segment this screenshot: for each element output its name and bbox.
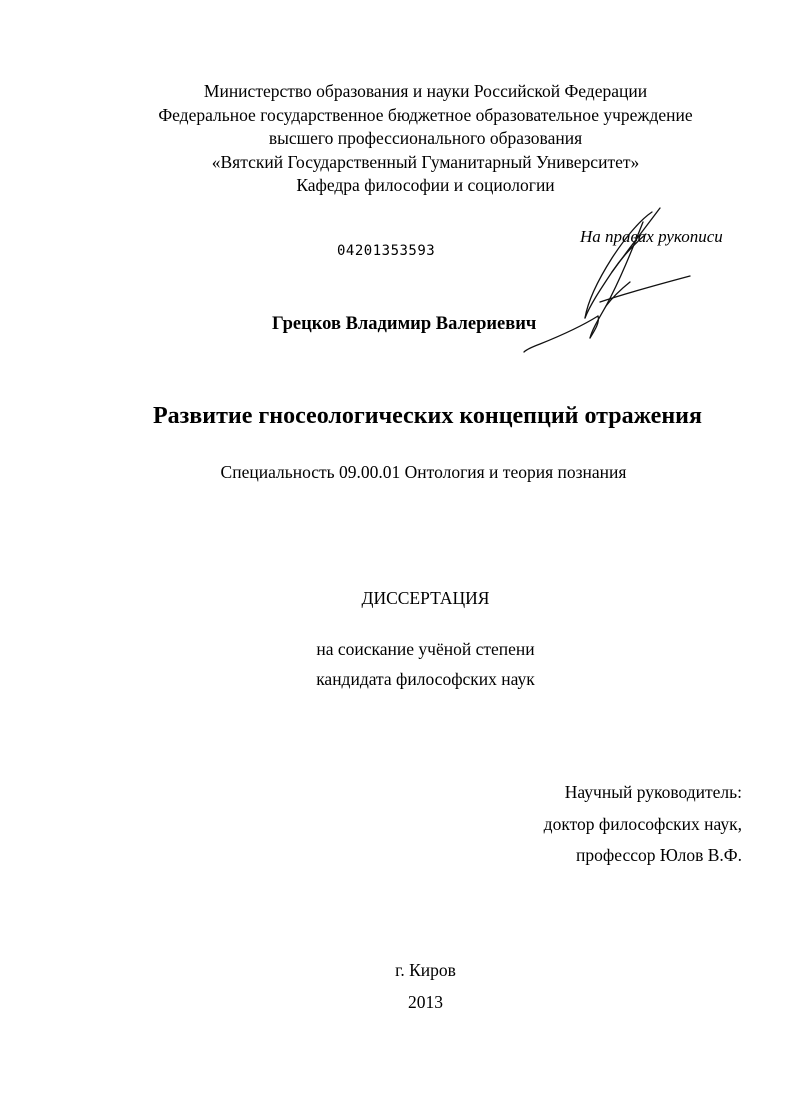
dissertation-title: Развитие гносеологических концепций отражения — [153, 403, 702, 429]
institution-header — [0, 80, 795, 198]
degree-block — [0, 634, 795, 694]
degree-line-2: кандидата философских наук — [316, 669, 535, 689]
document-type: ДИССЕРТАЦИЯ — [361, 588, 490, 608]
supervisor-label: Научный руководитель: — [564, 782, 742, 802]
place-and-year — [0, 954, 795, 1018]
department-name: Кафедра философии и социологии — [296, 175, 555, 195]
rights-note: На правах рукописи — [580, 227, 723, 246]
education-level-line: высшего профессионального образования — [268, 128, 583, 148]
supervisor-block — [544, 777, 742, 872]
author-name: Грецков Владимир Валериевич — [272, 314, 537, 334]
university-name: «Вятский Государственный Гуманитарный Университет» — [211, 151, 640, 172]
supervisor-name: профессор Юлов В.Ф. — [576, 845, 742, 865]
city: г. Киров — [395, 960, 456, 980]
institution-type-line: Федеральное государственное бюджетное образовательное учреждение — [158, 104, 693, 125]
registration-number: 04201353593 — [337, 243, 436, 259]
year: 2013 — [408, 992, 443, 1012]
supervisor-rank: доктор философских наук, — [543, 813, 742, 834]
ministry-line: Министерство образования и науки Российской Федерации — [203, 81, 648, 101]
degree-line-1: на соискание учёной степени — [316, 639, 535, 659]
specialty-line: Специальность 09.00.01 Онтология и теория познания — [220, 462, 627, 482]
